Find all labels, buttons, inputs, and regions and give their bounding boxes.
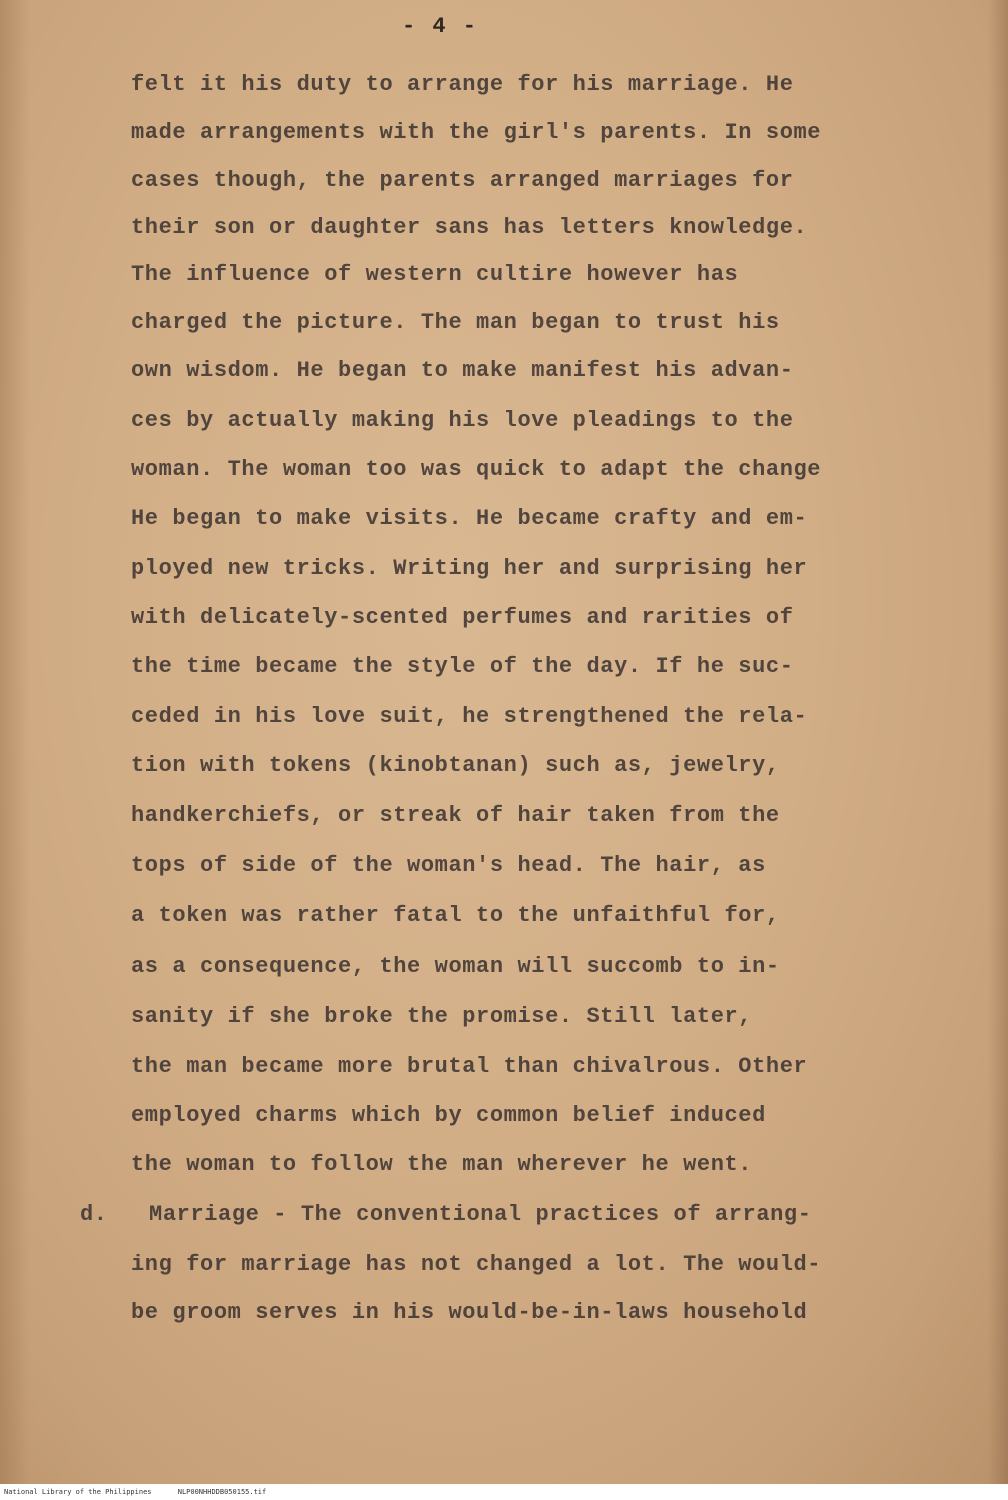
body-line-3: cases though, the parents arranged marriages for: [131, 168, 794, 193]
body-line-6: charged the picture. The man began to trust his: [131, 310, 780, 335]
footer-file: NLP00NHHDDB050155.tif: [177, 1488, 267, 1496]
body-line-14: ceded in his love suit, he strengthened the rela-: [131, 704, 808, 729]
body-line-20: sanity if she broke the promise. Still later,: [131, 1004, 753, 1029]
body-line-22: employed charms which by common belief induced: [131, 1103, 766, 1128]
footer-library: National Library of the Philippines: [4, 1488, 152, 1496]
body-line-19: as a consequence, the woman will succomb to in-: [131, 954, 780, 979]
body-line-7: own wisdom. He began to make manifest his advan-: [131, 358, 794, 383]
body-line-1: felt it his duty to arrange for his marriage. He: [131, 72, 794, 97]
body-line-11: ployed new tricks. Writing her and surprising her: [131, 556, 808, 581]
body-line-17: tops of side of the woman's head. The hair, as: [131, 853, 766, 878]
body-line-23: the woman to follow the man wherever he went.: [131, 1152, 753, 1177]
body-line-13: the time became the style of the day. If he suc-: [131, 654, 794, 679]
body-line-15: tion with tokens (kinobtanan) such as, jewelry,: [131, 753, 780, 778]
section-d-line-2: ing for marriage has not changed a lot. The would-: [131, 1252, 822, 1277]
body-line-10: He began to make visits. He became crafty and em-: [131, 506, 808, 531]
body-line-21: the man became more brutal than chivalrous. Other: [131, 1054, 808, 1079]
scan-footer: [0, 1484, 1008, 1500]
body-line-16: handkerchiefs, or streak of hair taken from the: [131, 803, 780, 828]
body-line-5: The influence of western cultire however has: [131, 262, 739, 287]
body-line-9: woman. The woman too was quick to adapt the change: [131, 457, 822, 482]
body-line-2: made arrangements with the girl's parents. In some: [131, 120, 822, 145]
body-line-8: ces by actually making his love pleadings to the: [131, 408, 794, 433]
section-d-first-line: [80, 1200, 812, 1230]
body-line-18: a token was rather fatal to the unfaithful for,: [131, 903, 780, 928]
section-d-marker: d.: [80, 1202, 108, 1227]
body-line-4: their son or daughter sans has letters knowledge.: [131, 215, 808, 240]
section-d-line-1: Marriage - The conventional practices of arrang-: [149, 1202, 812, 1227]
page-number: - 4 -: [401, 14, 478, 39]
section-d-line-3: be groom serves in his would-be-in-laws household: [131, 1300, 808, 1325]
body-line-12: with delicately-scented perfumes and rarities of: [131, 605, 794, 630]
